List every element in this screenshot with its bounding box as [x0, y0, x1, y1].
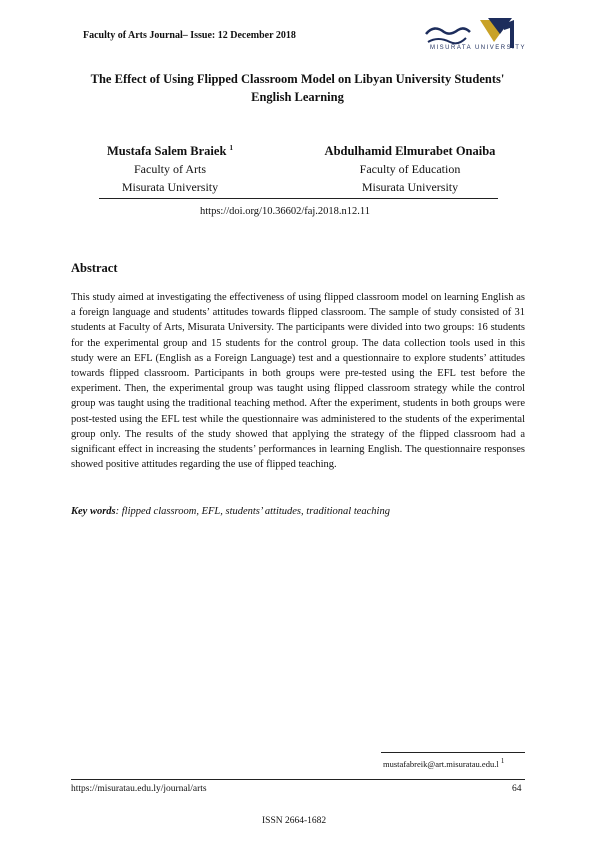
university-logo — [418, 14, 528, 60]
keywords-value: : flipped classroom, EFL, students’ attitudes, traditional teaching — [115, 506, 390, 517]
author-1-university: Misurata University — [121, 180, 219, 194]
abstract-heading: Abstract — [71, 261, 118, 275]
author-1-name-line — [80, 142, 260, 160]
doi-link[interactable]: https://doi.org/10.36602/faj.2018.n12.11 — [200, 206, 371, 217]
author-2-university: Misurata University — [361, 180, 459, 194]
keywords-label: Key words — [71, 506, 116, 517]
journal-header: Faculty of Arts Journal– Issue: 12 December 2018 — [83, 30, 296, 41]
author-divider — [99, 198, 498, 199]
footnote-mark: 1 — [500, 757, 505, 766]
abstract-text: This study aimed at investigating the effectiveness of using flipped classroom model on learning English as a foreign language and students’ attitudes towards flipped classroom. The sample of study consisted of 31 students at Faculty of Arts, Misurata University. The participants were divided into two groups: 16 students for the experimental group and 15 students for the control group. The data collection tools used in this study were an EFL (English as a Foreign Language) test and a questionnaire to explore students’ attitudes towards flipped classroom. Participants in both groups were pre-tested using the EFL test before the experiment. Then, the experimental group was taught using flipped classroom strategy while the control group was taught using the traditional teaching method. After the experiment, students in both groups were post-tested using the EFL test while the questionnaire was administered to the students of the experimental group only. The results of the study showed that applying the strategy of the flipped classroom had a significant effect in increasing the students’ performances in learning English. The questionnaire responses showed positive attitudes regarding the use of flipped teaching. — [71, 292, 525, 471]
author-2-faculty: Faculty of Education — [359, 162, 461, 176]
author-1-name: Mustafa Salem Braiek — [106, 144, 227, 158]
keywords — [71, 506, 390, 517]
paper-title: The Effect of Using Flipped Classroom Model on Libyan University Students' English Learning — [90, 72, 505, 104]
author-2-name: Abdulhamid Elmurabet Onaiba — [324, 144, 496, 158]
author-2 — [305, 142, 515, 196]
footer-divider — [71, 779, 525, 780]
logo-mark — [418, 14, 528, 60]
footnote-email[interactable]: mustafabreik@art.misuratau.edu.l — [383, 759, 499, 769]
footnote-divider — [381, 752, 525, 753]
author-1-faculty: Faculty of Arts — [134, 162, 206, 176]
author-1 — [80, 142, 260, 196]
author-1-footnote-mark: 1 — [229, 143, 234, 152]
footnote — [383, 759, 504, 769]
footer-url[interactable]: https://misuratau.edu.ly/journal/arts — [71, 784, 207, 794]
issn: ISSN 2664-1682 — [262, 816, 327, 826]
logo-caption: MISURATA UNIVERSITY — [430, 45, 526, 51]
page-number: 64 — [512, 784, 522, 794]
